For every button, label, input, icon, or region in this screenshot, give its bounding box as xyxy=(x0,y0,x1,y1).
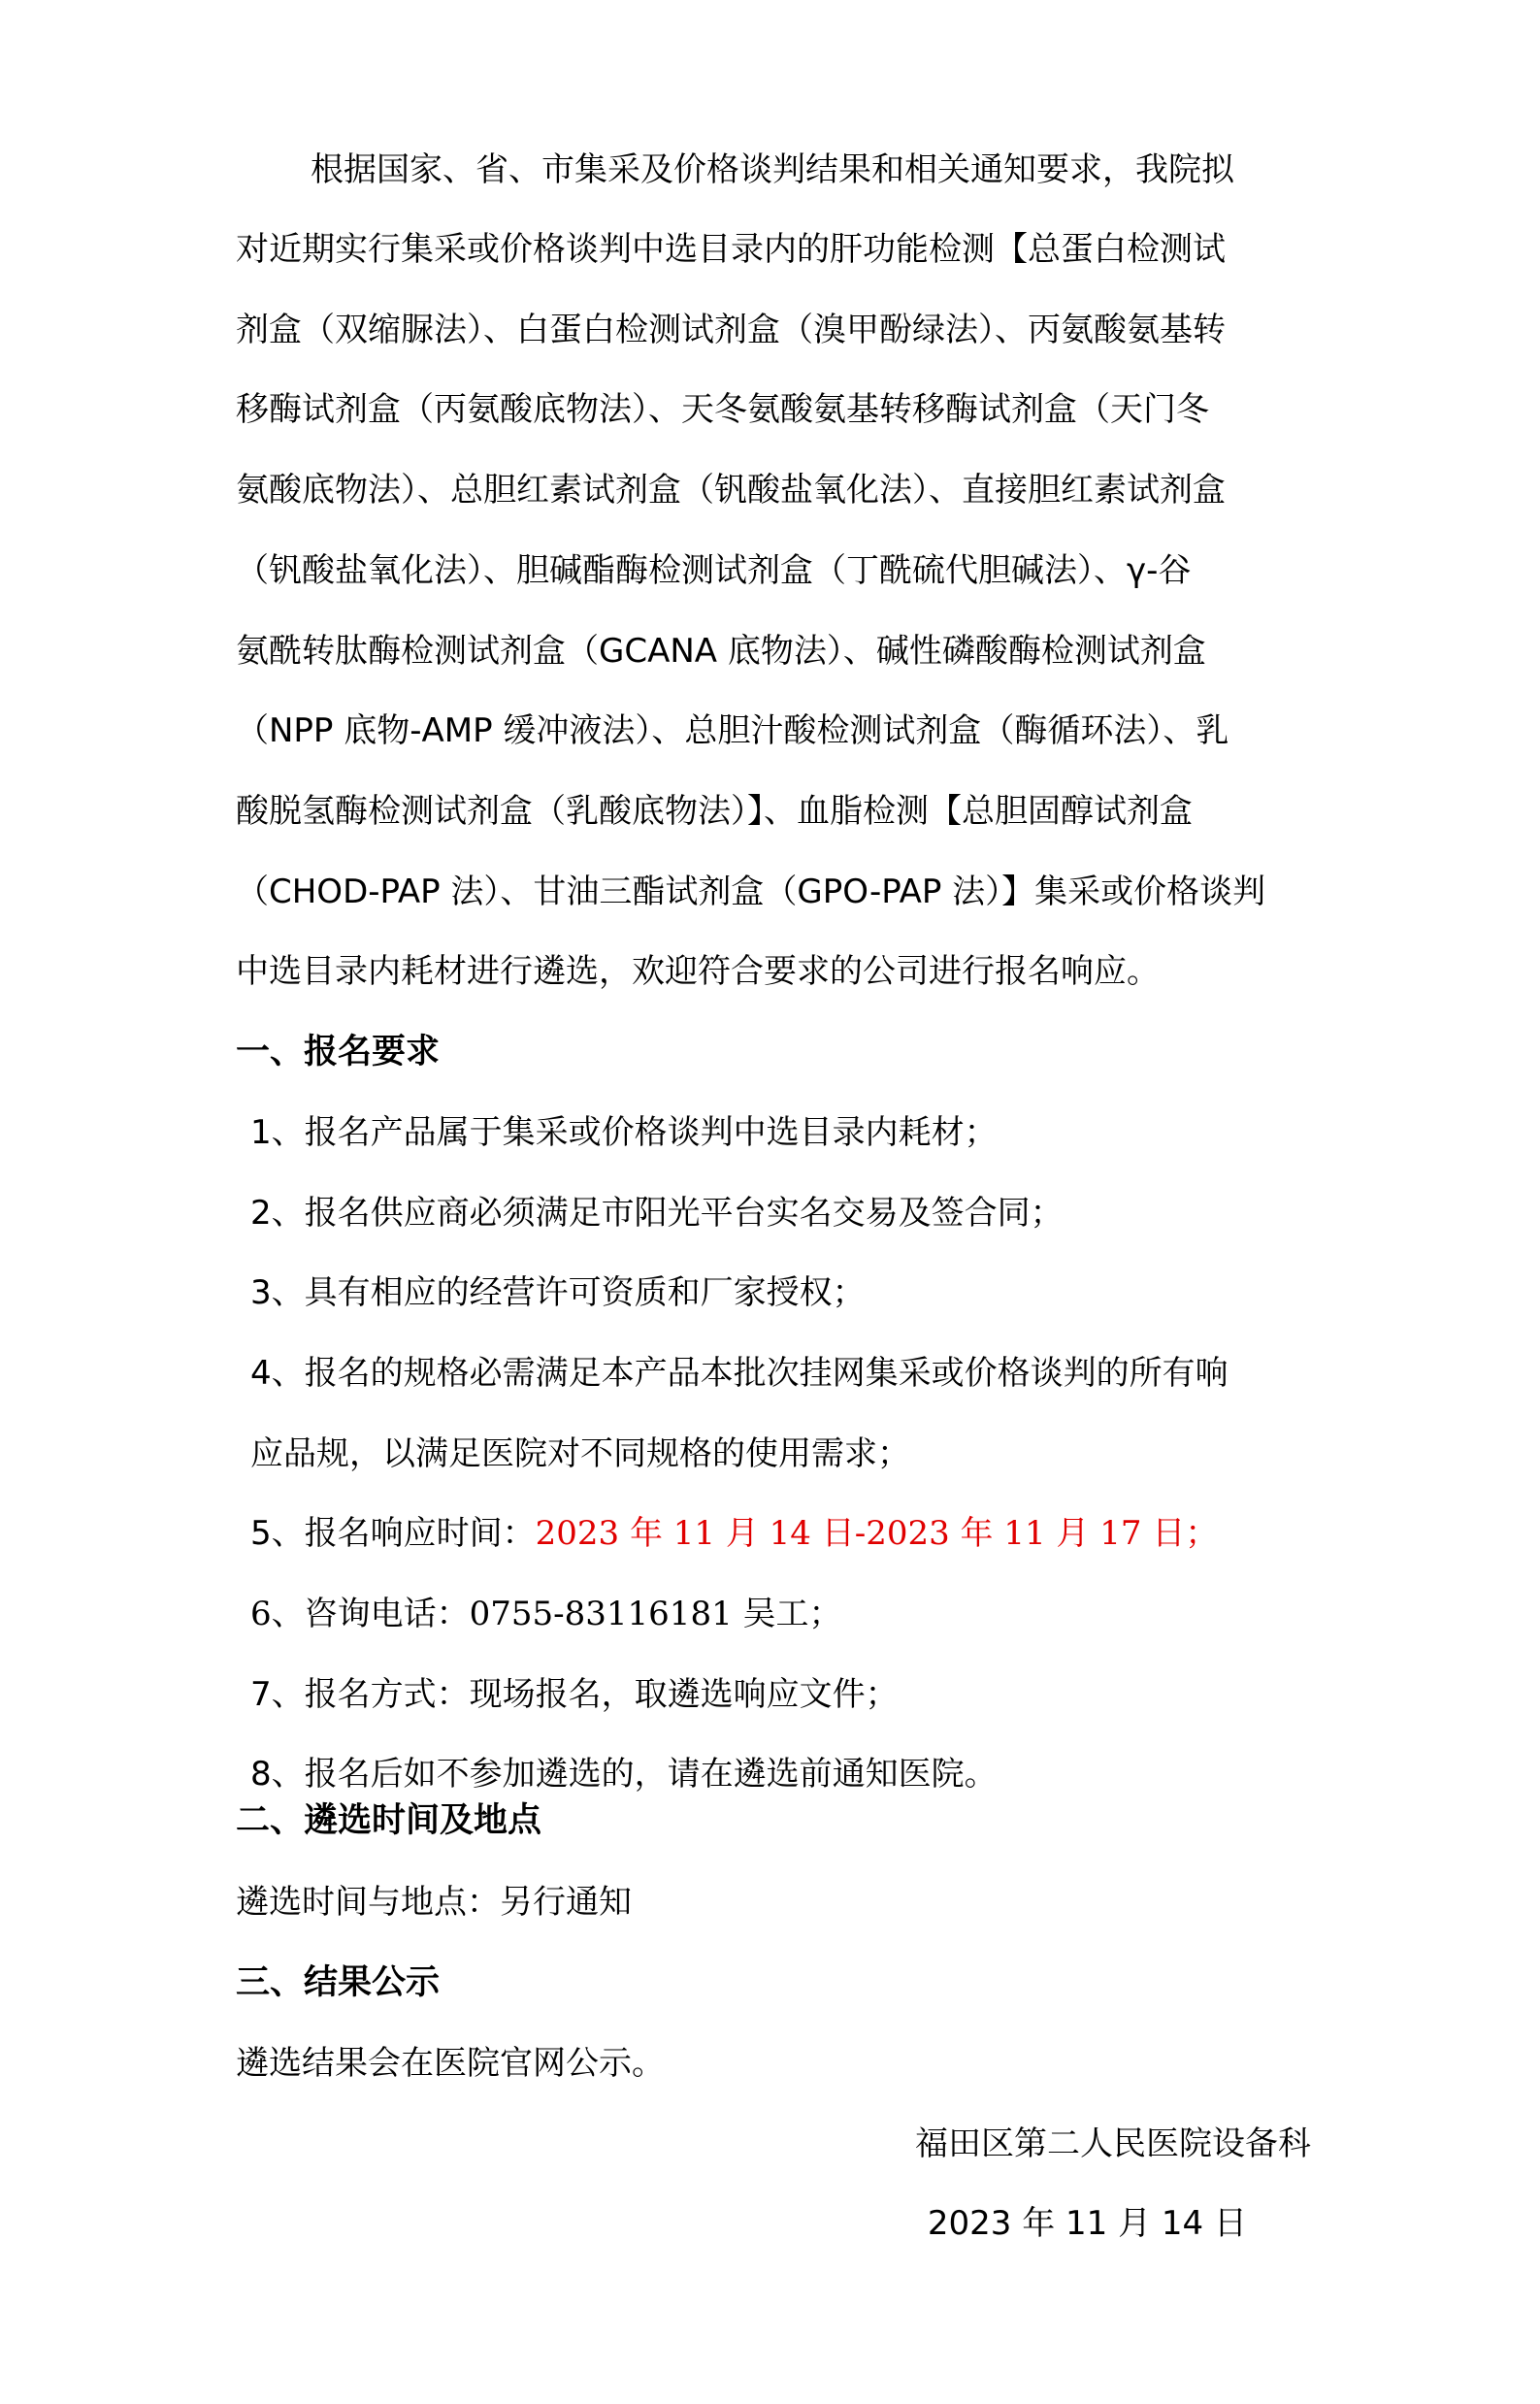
intro-line-3: 剂盒（双缩脲法）、白蛋白检测试剂盒（溴甲酚绿法）、丙氨酸氨基转 xyxy=(236,311,1226,349)
registration-period: 2023 年 11 月 14 日-2023 年 11 月 17 日； xyxy=(535,1514,1219,1553)
intro-line-8: （NPP 底物-AMP 缓冲液法）、总胆汁酸检测试剂盒（酶循环法）、乳 xyxy=(236,711,1229,750)
item5-label: 5、报名响应时间： xyxy=(250,1514,536,1553)
section1-item-8: 8、报名后如不参加遴选的，请在遴选前通知医院。 xyxy=(250,1755,998,1794)
section1-item-6: 6、咨询电话：0755-83116181 吴工； xyxy=(250,1595,842,1633)
signature-date: 2023 年 11 月 14 日 xyxy=(927,2204,1247,2243)
signature-department: 福田区第二人民医院设备科 xyxy=(915,2124,1311,2163)
intro-line-1: 根据国家、省、市集采及价格谈判结果和相关通知要求，我院拟 xyxy=(311,150,1234,189)
section3-title: 三、结果公示 xyxy=(236,1963,441,2002)
section1-item-5 xyxy=(250,1514,1218,1553)
intro-line-6: （钒酸盐氧化法）、胆碱酯酶检测试剂盒（丁酰硫代胆碱法）、γ-谷 xyxy=(236,551,1192,590)
intro-line-9: 酸脱氢酶检测试剂盒（乳酸底物法）】、血脂检测【总胆固醇试剂盒 xyxy=(236,792,1193,831)
section1-item-2: 2、报名供应商必须满足市阳光平台实名交易及签合同； xyxy=(250,1194,1064,1233)
section3-text: 遴选结果会在医院官网公示。 xyxy=(236,2044,665,2083)
intro-line-10: （CHOD-PAP 法）、甘油三酯试剂盒（GPO-PAP 法）】集采或价格谈判 xyxy=(236,873,1266,911)
section1-title: 一、报名要求 xyxy=(236,1033,441,1071)
section2-title: 二、遴选时间及地点 xyxy=(236,1801,542,1840)
intro-line-5: 氨酸底物法）、总胆红素试剂盒（钒酸盐氧化法）、直接胆红素试剂盒 xyxy=(236,471,1226,510)
section1-item-7: 7、报名方式：现场报名，取遴选响应文件； xyxy=(250,1675,899,1714)
section1-item-1: 1、报名产品属于集采或价格谈判中选目录内耗材； xyxy=(250,1113,998,1152)
intro-line-11: 中选目录内耗材进行遴选，欢迎符合要求的公司进行报名响应。 xyxy=(236,952,1160,991)
intro-line-2: 对近期实行集采或价格谈判中选目录内的肝功能检测【总蛋白检测试 xyxy=(236,230,1226,269)
section1-item-4: 4、报名的规格必需满足本产品本批次挂网集采或价格谈判的所有响 xyxy=(250,1354,1229,1393)
section1-item-4-cont: 应品规，以满足医院对不同规格的使用需求； xyxy=(250,1434,910,1473)
intro-line-4: 移酶试剂盒（丙氨酸底物法）、天冬氨酸氨基转移酶试剂盒（天门冬 xyxy=(236,390,1209,429)
section1-item-3: 3、具有相应的经营许可资质和厂家授权； xyxy=(250,1273,866,1312)
section2-text: 遴选时间与地点：另行通知 xyxy=(236,1883,632,1922)
intro-line-7: 氨酰转肽酶检测试剂盒（GCANA 底物法）、碱性磷酸酶检测试剂盒 xyxy=(236,632,1206,671)
